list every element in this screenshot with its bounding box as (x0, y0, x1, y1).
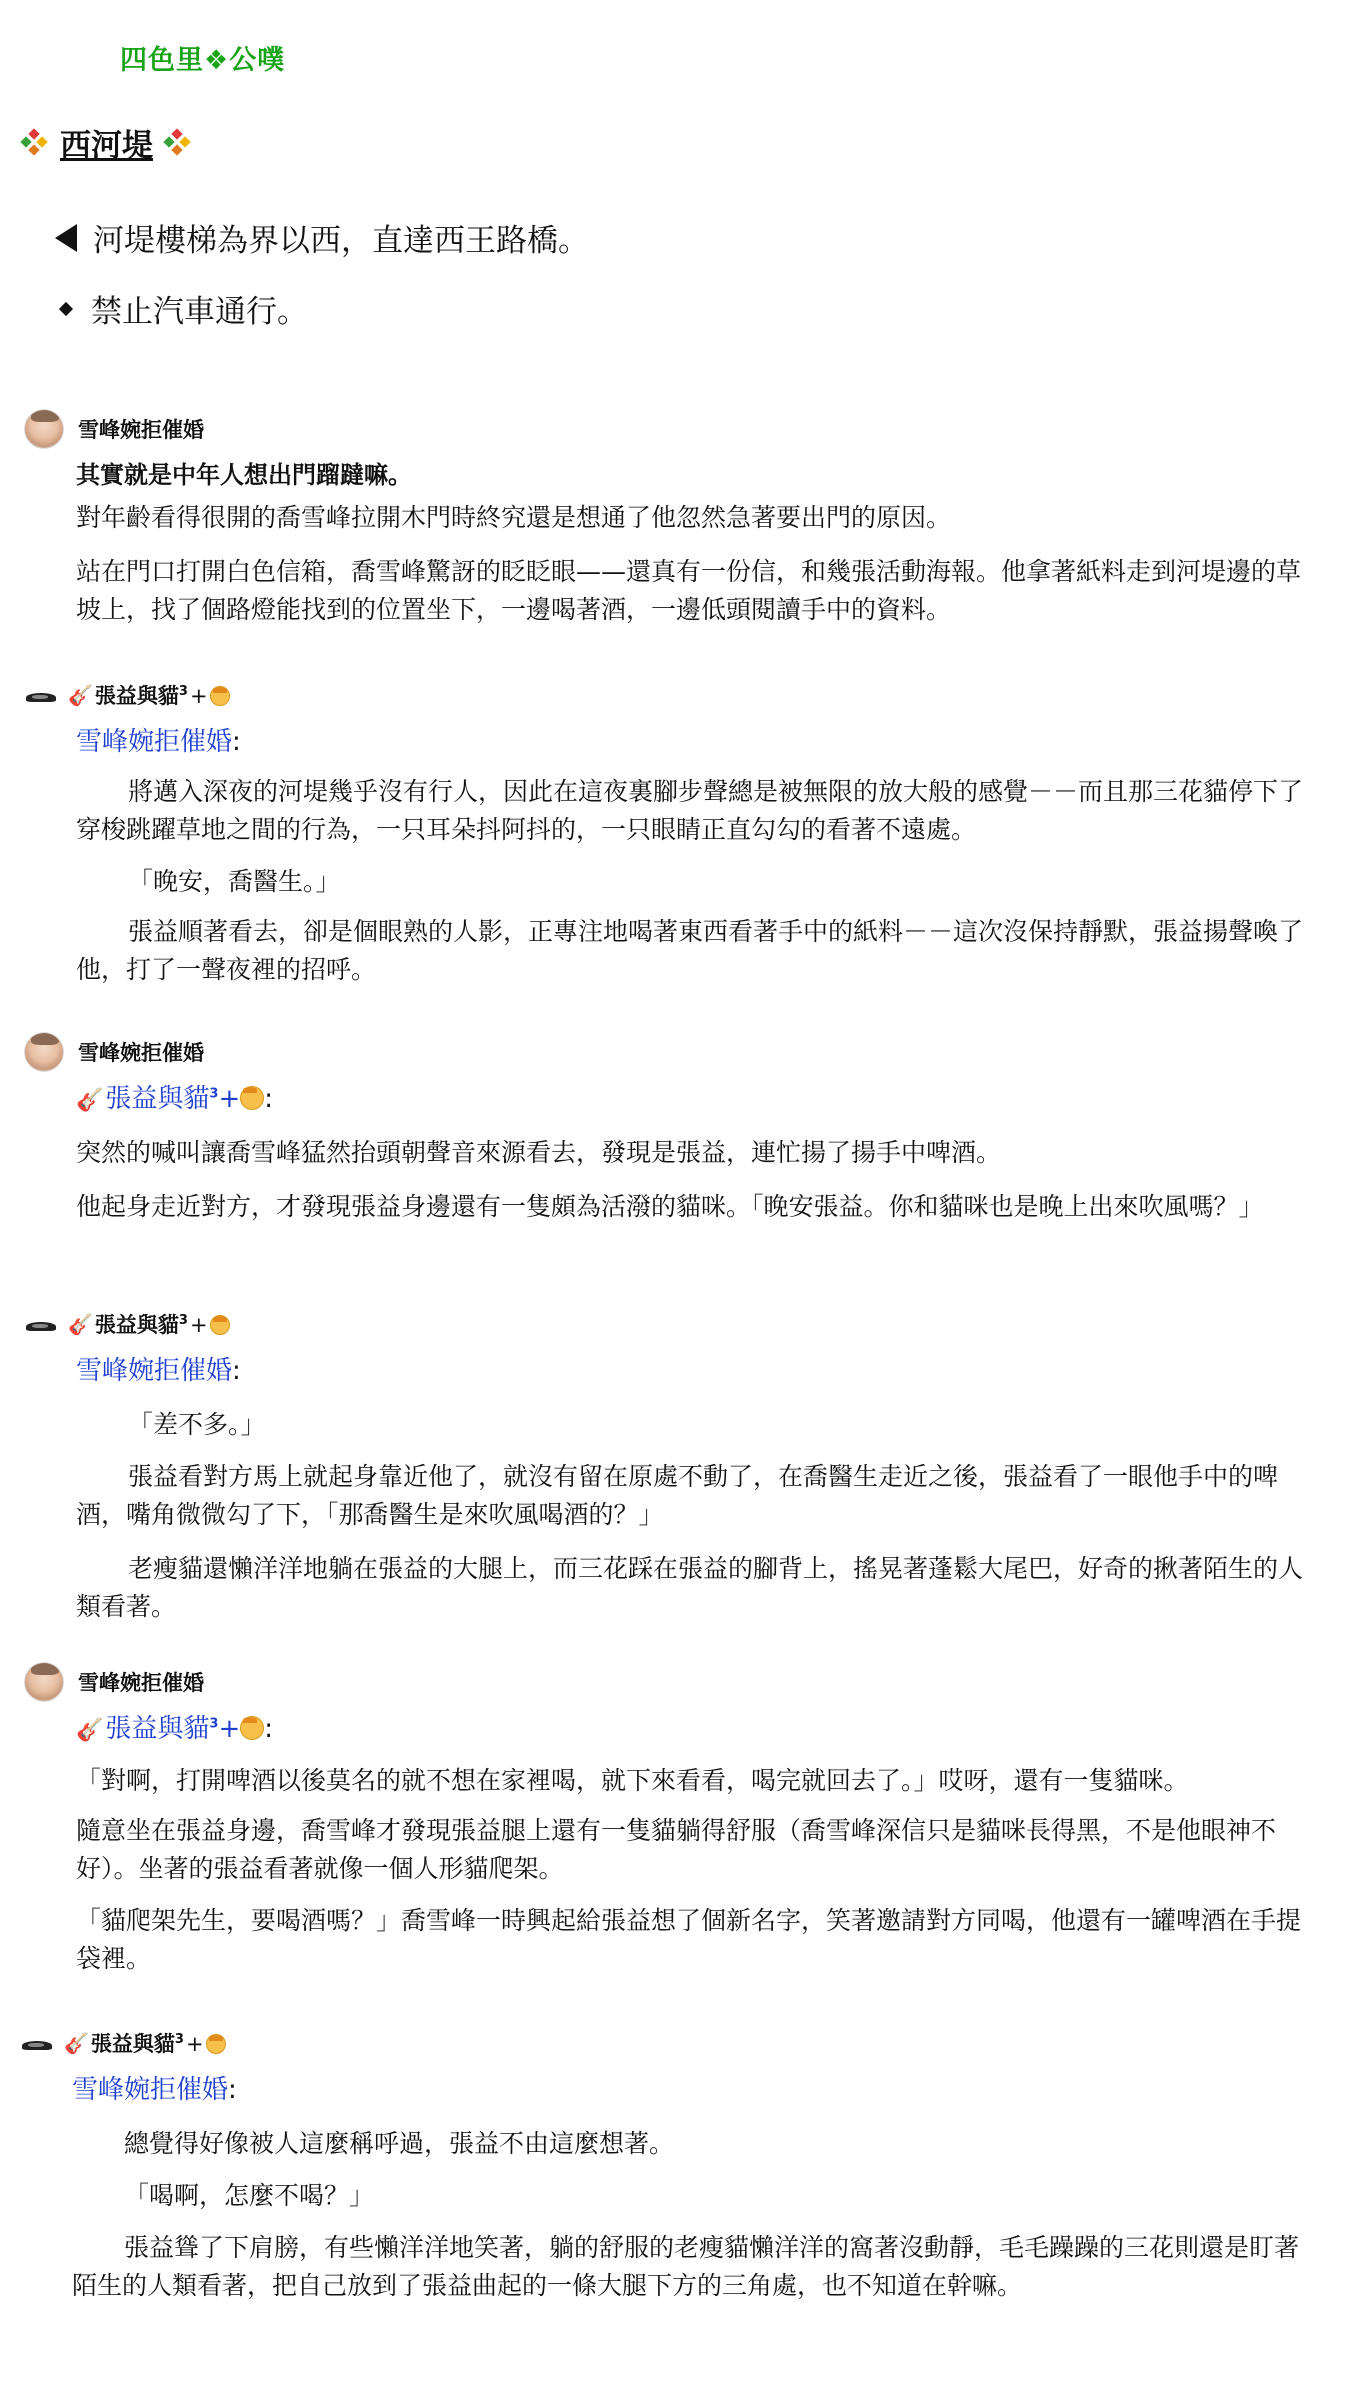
post-header (24, 1660, 204, 1704)
guitar-icon: 🎸 (68, 683, 93, 707)
post-header (24, 1030, 204, 1074)
post-header (24, 1302, 230, 1346)
poster-name[interactable]: 雪峰婉拒催婚 (78, 1041, 204, 1065)
post-paragraph: 張益看對方馬上就起身靠近他了，就沒有留在原處不動了，在喬醫生走近之後，張益看了一眼他手中的啤酒，嘴角微微勾了下，「那喬醫生是來吹風喝酒的？」 (76, 1462, 1279, 1529)
post-paragraph: 「貓爬架先生，要喝酒嗎？」喬雪峰一時興起給張益想了個新名字，笑著邀請對方同喝，他還有一罐啤酒在手提袋裡。 (76, 1906, 1302, 1973)
poster-name[interactable]: 張益與貓$^3$+ (95, 1309, 230, 1339)
post-header (24, 407, 204, 451)
child-face-icon (210, 1315, 230, 1335)
poster-name[interactable]: 雪峰婉拒催婚 (78, 1671, 204, 1695)
post-paragraph: 張益聳了下肩膀，有些懶洋洋地笑著，躺的舒服的老瘦貓懶洋洋的窩著沒動靜，毛毛躁躁的三花則還是盯著陌生的人類看著，把自己放到了張益曲起的一條大腿下方的三角處，也不知道在幹嘛。 (72, 2233, 1300, 2300)
rule-text: 河堤樓梯為界以西，直達西王路橋。 (93, 223, 589, 259)
avatar-icon[interactable] (24, 1662, 64, 1702)
child-face-icon (206, 2034, 226, 2054)
cat-avatar-icon[interactable] (24, 1314, 58, 1334)
poster-name[interactable]: 雪峰婉拒催婚 (78, 418, 204, 442)
post-header (24, 673, 230, 717)
post-header (20, 2021, 226, 2065)
guitar-icon: 🎸 (76, 1718, 104, 1743)
post-paragraph: 突然的喊叫讓喬雪峰猛然抬頭朝聲音來源看去，發現是張益，連忙揚了揚手中啤酒。 (76, 1138, 1002, 1167)
post-paragraph: 將邁入深夜的河堤幾乎沒有行人，因此在這夜裏腳步聲總是被無限的放大般的感覺－－而且那三花貓停下了穿梭跳躍草地之間的行為，一只耳朵抖阿抖的，一只眼睛正直勾勾的看著不遠處。 (76, 777, 1304, 844)
post-paragraph: 站在門口打開白色信箱，喬雪峰驚訝的眨眨眼——還真有一份信，和幾張活動海報。他拿著紙料走到河堤邊的草坡上，找了個路燈能找到的位置坐下，一邊喝著酒，一邊低頭閱讀手中的資料。 (76, 557, 1302, 624)
section-title[interactable]: 西河堤 (60, 127, 153, 164)
post-paragraph: 「差不多。」 (128, 1410, 266, 1439)
post-paragraph: 隨意坐在張益身邊，喬雪峰才發現張益腿上還有一隻貓躺得舒服（喬雪峰深信只是貓咪長得黑，不是他眼神不好）。坐著的張益看著就像一個人形貓爬架。 (76, 1816, 1277, 1883)
rule-item (55, 286, 308, 331)
cat-avatar-icon[interactable] (24, 685, 58, 705)
post-paragraph: 老瘦貓還懶洋洋地躺在張益的大腿上，而三花踩在張益的腳背上，搖晃著蓬鬆大尾巴，好奇的揪著陌生的人類看著。 (76, 1554, 1304, 1621)
post-paragraph: 「晚安，喬醫生。」 (128, 867, 341, 896)
decorative-diamond-icon (22, 130, 46, 154)
post-paragraph: 總覺得好像被人這麼稱呼過，張益不由這麼想著。 (124, 2129, 675, 2158)
reply-target[interactable]: 🎸張益與貓$^3$+ : (76, 1714, 274, 1744)
rule-item (55, 215, 589, 260)
triangle-left-icon (55, 224, 77, 252)
child-face-icon (240, 1086, 264, 1110)
child-face-icon (210, 686, 230, 706)
reply-target[interactable]: 🎸張益與貓$^3$+ : (76, 1084, 274, 1114)
reply-target[interactable]: 雪峰婉拒催婚: (76, 727, 241, 757)
poster-name[interactable]: 張益與貓$^3$+ (91, 2028, 226, 2058)
reply-target[interactable]: 雪峰婉拒催婚: (76, 1356, 241, 1386)
cat-avatar-icon[interactable] (20, 2033, 54, 2053)
child-face-icon (240, 1716, 264, 1740)
site-name[interactable]: 四色里❖公噗 (120, 45, 286, 76)
decorative-diamond-icon (165, 130, 189, 154)
diamond-bullet-icon (59, 301, 73, 315)
guitar-icon: 🎸 (76, 1088, 104, 1113)
poster-name[interactable]: 張益與貓$^3$+ (95, 680, 230, 710)
guitar-icon: 🎸 (68, 1312, 93, 1336)
avatar-icon[interactable] (24, 409, 64, 449)
post-paragraph: 對年齡看得很開的喬雪峰拉開木門時終究還是想通了他忽然急著要出門的原因。 (76, 503, 952, 532)
rule-text: 禁止汽車通行。 (91, 294, 308, 330)
avatar-icon[interactable] (24, 1032, 64, 1072)
reply-target[interactable]: 雪峰婉拒催婚: (72, 2075, 237, 2105)
section-header (22, 120, 189, 164)
post-paragraph: 他起身走近對方，才發現張益身邊還有一隻頗為活潑的貓咪。「晚安張益。你和貓咪也是晚上出來吹風嗎？」 (76, 1192, 1264, 1221)
guitar-icon: 🎸 (64, 2031, 89, 2055)
post-paragraph: 張益順著看去，卻是個眼熟的人影，正專注地喝著東西看著手中的紙料－－這次沒保持靜默，張益揚聲喚了他，打了一聲夜裡的招呼。 (76, 917, 1304, 984)
post-paragraph: 「對啊，打開啤酒以後莫名的就不想在家裡喝，就下來看看，喝完就回去了。」哎呀，還有一隻貓咪。 (76, 1766, 1189, 1795)
post-paragraph: 「喝啊，怎麼不喝？」 (124, 2181, 375, 2210)
post-lead: 其實就是中年人想出門蹓躂嘛。 (76, 461, 412, 489)
